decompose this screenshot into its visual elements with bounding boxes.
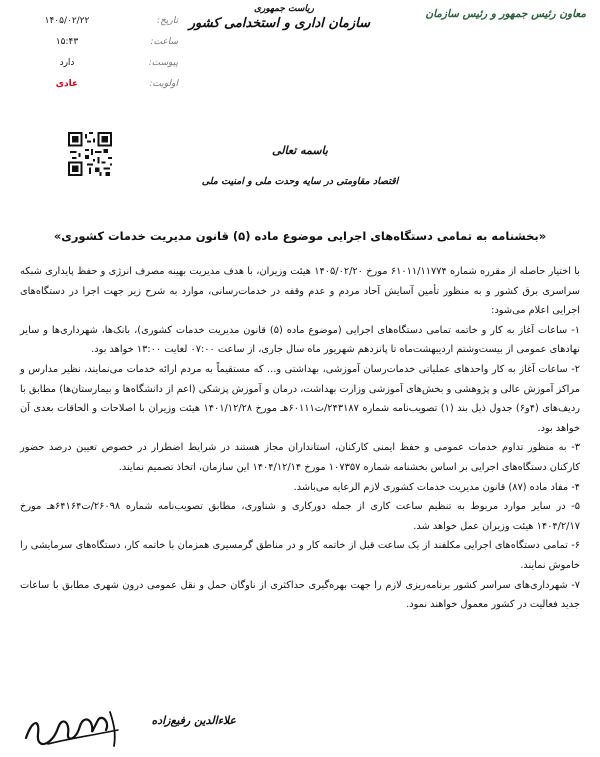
signatory-name: علاء‌الدین رفیع‌زاده [151, 714, 236, 727]
document-body [20, 262, 580, 615]
letter-meta [8, 10, 178, 94]
paragraph-item-3: ۳- به منظور تداوم خدمات عمومی و حفظ ایمنی کارکنان، استانداران مجاز هستند در شرایط اضطرار در خصوص تعیین درصد حضور کارکنان دستگاه‌های اجرایی بر اساس بخشنامه شماره ۱۰۷۳۵۷ مورخ ۱۴۰۴/۱۲/۱۴ این سازمان، اتخاذ تصمیم نمایند. [20, 442, 580, 473]
meta-row-date [8, 10, 178, 31]
meta-row-priority [8, 73, 178, 94]
paragraph-item-4: ۴- مفاد ماده (۸۷) قانون مدیریت خدمات کشوری لازم الرعایه می‌باشد. [293, 481, 580, 493]
meta-row-time [8, 31, 178, 52]
meta-date-label: تاریخ: [157, 15, 178, 26]
handwritten-signature [18, 700, 133, 752]
meta-attachment-label: پیوست: [148, 57, 178, 68]
paragraph-item-7: ۷- شهرداری‌های سراسر کشور برنامه‌ریزی لازم را جهت بهره‌گیری حداکثری از ناوگان حمل و نقل عمومی درون شهری مطابق با ساعات جدید فعالیت در کشور معمول خواهند نمود. [20, 579, 580, 611]
presidency-subtitle: ریاست جمهوری [253, 4, 315, 14]
qr-code-icon [68, 132, 112, 176]
meta-date-value: ۱۴۰۵/۰۲/۲۲ [44, 15, 90, 26]
paragraph-item-6: ۶- تمامی دستگاه‌های اجرایی مکلفند از یک ساعت قبل از خاتمه کار و در مناطق گرمسیری همزمان با خاتمه کار، دستگاه‌های سرمایشی را خاموش نمایند. [20, 540, 580, 571]
motto: اقتصاد مقاومتی در سایه وحدت ملی و امنیت ملی [201, 176, 399, 187]
organization-name: سازمان اداری و استخدامی کشور [188, 16, 370, 31]
document-title: «بخشنامه به تمامی دستگاه‌های اجرایی موضوع ماده (۵) قانون مدیریت خدمات کشوری» [53, 229, 547, 243]
org-header [188, 4, 370, 31]
basmala: باسمه تعالی [272, 144, 328, 157]
paragraph-item-5: ۵- در سایر موارد مربوط به تنظیم ساعت کاری از جمله دورکاری و شناوری، مطابق تصویب‌نامه شماره ۲۶۰۹۸/ت۶۴۱۶۴هـ مورخ ۱۴۰۴/۲/۱۷ هیئت وزیران عمل خواهد شد. [20, 501, 580, 532]
meta-row-attachment [8, 52, 178, 73]
meta-time-label: ساعت: [150, 36, 178, 47]
paragraph-intro: با اختیار حاصله از مقرره شماره ۶۱۰۱۱/۱۱۷۷۴ مورخ ۱۴۰۵/۰۲/۲۰ هیئت وزیران، با هدف مدیریت بهینه مصرف انرژی و حفظ پایداری شبکه سراسری برق کشور و به منظور تأمین آسایش آحاد مردم و عدم وقفه در خدمات‌رسانی، موارد به شرح زیر جهت اجرا در دستگاه‌های اجرایی اعلام می‌شود: [20, 266, 580, 317]
vice-president-title: معاون رئیس جمهور و رئیس سازمان [425, 8, 586, 20]
paragraph-item-1: ۱- ساعات آغاز به کار و خاتمه تمامی دستگاه‌های اجرایی (موضوع ماده (۵) قانون مدیریت خدمات کشوری)، بانک‌ها، شهرداری‌ها و سایر نهادهای عمومی از بیست‌وشتم اردیبهشت‌ماه تا پانزدهم شهریور ماه سال جاری، از ساعت ۰۷:۰۰ لغایت ۱۳:۰۰ خواهد بود. [20, 324, 580, 356]
meta-priority-label: اولویت: [149, 78, 178, 89]
meta-attachment-value: دارد [59, 57, 75, 68]
paragraph-item-2: ۲- ساعات آغاز به کار واحدهای عملیاتی خدمات‌رسان آموزشی، بهداشتی و... که مستقیماً به مردم ارائه خدمات می‌نمایند، نظیر مدارس و مراکز آموزش عالی و پژوهشی و بخش‌های آموزشی وزارت بهداشت، درمان و آموزش پزشکی (اعم از دانشگاه‌ها و بیمارستان‌ها) مطابق با ردیف‌های (۴و۶) جدول ذیل بند (۱) تصویب‌نامه شماره ۲۴۳۱۸۷/ت۶۰۱۱۱هـ مورخ ۱۴۰۱/۱۲/۲۸ هیئت وزیران با اصلاحات و الحاقات بعدی آن خواهد بود. [20, 363, 581, 434]
meta-priority-value: عادی [55, 78, 79, 89]
meta-time-value: ۱۵:۴۳ [55, 36, 79, 47]
